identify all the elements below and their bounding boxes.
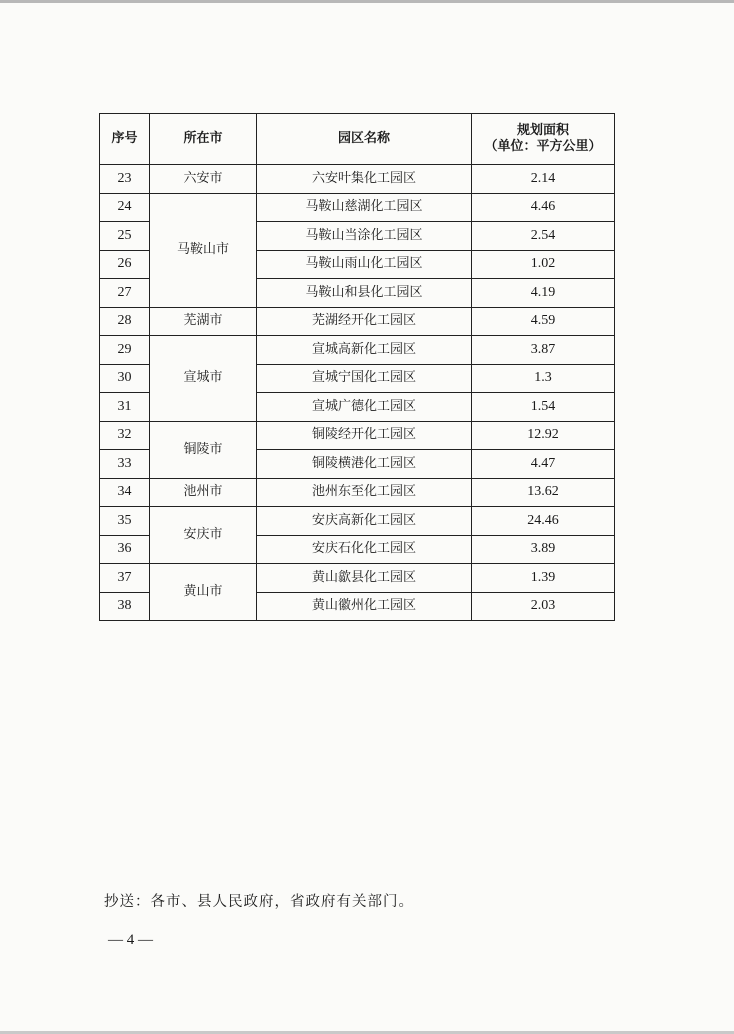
cell-park-name: 宣城宁国化工园区: [257, 364, 472, 393]
cell-seq: 26: [100, 250, 150, 279]
cell-city: 池州市: [150, 478, 257, 507]
cell-seq: 27: [100, 279, 150, 308]
cell-park-name: 黄山歙县化工园区: [257, 564, 472, 593]
cell-seq: 37: [100, 564, 150, 593]
cell-park-name: 宣城高新化工园区: [257, 336, 472, 365]
header-area-title: 规划面积: [516, 123, 569, 138]
cell-area: 1.02: [472, 250, 615, 279]
cell-seq: 32: [100, 421, 150, 450]
table-row: [100, 165, 615, 194]
cell-park-name: 六安叶集化工园区: [257, 165, 472, 194]
cell-park-name: 安庆高新化工园区: [257, 507, 472, 536]
cell-area: 4.59: [472, 307, 615, 336]
header-city: 所在市: [150, 114, 257, 165]
cell-park-name: 宣城广德化工园区: [257, 393, 472, 422]
cell-park-name: 池州东至化工园区: [257, 478, 472, 507]
table-row: [100, 193, 615, 222]
cell-city: 宣城市: [150, 336, 257, 422]
cell-seq: 29: [100, 336, 150, 365]
cell-area: 4.19: [472, 279, 615, 308]
cell-park-name: 安庆石化化工园区: [257, 535, 472, 564]
cell-seq: 38: [100, 592, 150, 621]
cell-seq: 34: [100, 478, 150, 507]
cell-seq: 30: [100, 364, 150, 393]
cell-seq: 31: [100, 393, 150, 422]
cell-city: 铜陵市: [150, 421, 257, 478]
cell-area: 24.46: [472, 507, 615, 536]
cell-seq: 28: [100, 307, 150, 336]
cell-area: 1.54: [472, 393, 615, 422]
cell-area: 4.47: [472, 450, 615, 479]
cc-line: 抄送：各市、县人民政府，省政府有关部门。: [104, 894, 414, 910]
table-row: [100, 478, 615, 507]
cell-area: 2.54: [472, 222, 615, 251]
cell-park-name: 马鞍山和县化工园区: [257, 279, 472, 308]
cell-park-name: 马鞍山慈湖化工园区: [257, 193, 472, 222]
table-row: [100, 336, 615, 365]
table-row: [100, 421, 615, 450]
table-row: [100, 564, 615, 593]
cell-seq: 24: [100, 193, 150, 222]
table-header-row: [100, 114, 615, 165]
cell-park-name: 铜陵经开化工园区: [257, 421, 472, 450]
cell-city: 芜湖市: [150, 307, 257, 336]
cell-area: 2.14: [472, 165, 615, 194]
cell-park-name: 铜陵横港化工园区: [257, 450, 472, 479]
header-area: [472, 114, 615, 165]
header-seq: 序号: [100, 114, 150, 165]
cell-seq: 23: [100, 165, 150, 194]
cell-park-name: 马鞍山雨山化工园区: [257, 250, 472, 279]
cell-city: 马鞍山市: [150, 193, 257, 307]
cell-seq: 36: [100, 535, 150, 564]
cell-area: 13.62: [472, 478, 615, 507]
cell-city: 黄山市: [150, 564, 257, 621]
cell-area: 4.46: [472, 193, 615, 222]
chemical-parks-table: [99, 113, 615, 621]
cell-area: 1.3: [472, 364, 615, 393]
header-park: 园区名称: [257, 114, 472, 165]
header-area-unit: （单位：平方公里）: [484, 139, 602, 154]
cell-park-name: 芜湖经开化工园区: [257, 307, 472, 336]
table-row: [100, 307, 615, 336]
cell-seq: 25: [100, 222, 150, 251]
cell-area: 3.89: [472, 535, 615, 564]
cell-park-name: 黄山徽州化工园区: [257, 592, 472, 621]
cell-park-name: 马鞍山当涂化工园区: [257, 222, 472, 251]
cell-seq: 35: [100, 507, 150, 536]
table-row: [100, 507, 615, 536]
cell-area: 2.03: [472, 592, 615, 621]
cell-area: 12.92: [472, 421, 615, 450]
scan-edge-top: [0, 0, 734, 3]
page-number: — 4 —: [108, 932, 153, 948]
cell-city: 安庆市: [150, 507, 257, 564]
cell-seq: 33: [100, 450, 150, 479]
cell-area: 1.39: [472, 564, 615, 593]
cell-area: 3.87: [472, 336, 615, 365]
cell-city: 六安市: [150, 165, 257, 194]
